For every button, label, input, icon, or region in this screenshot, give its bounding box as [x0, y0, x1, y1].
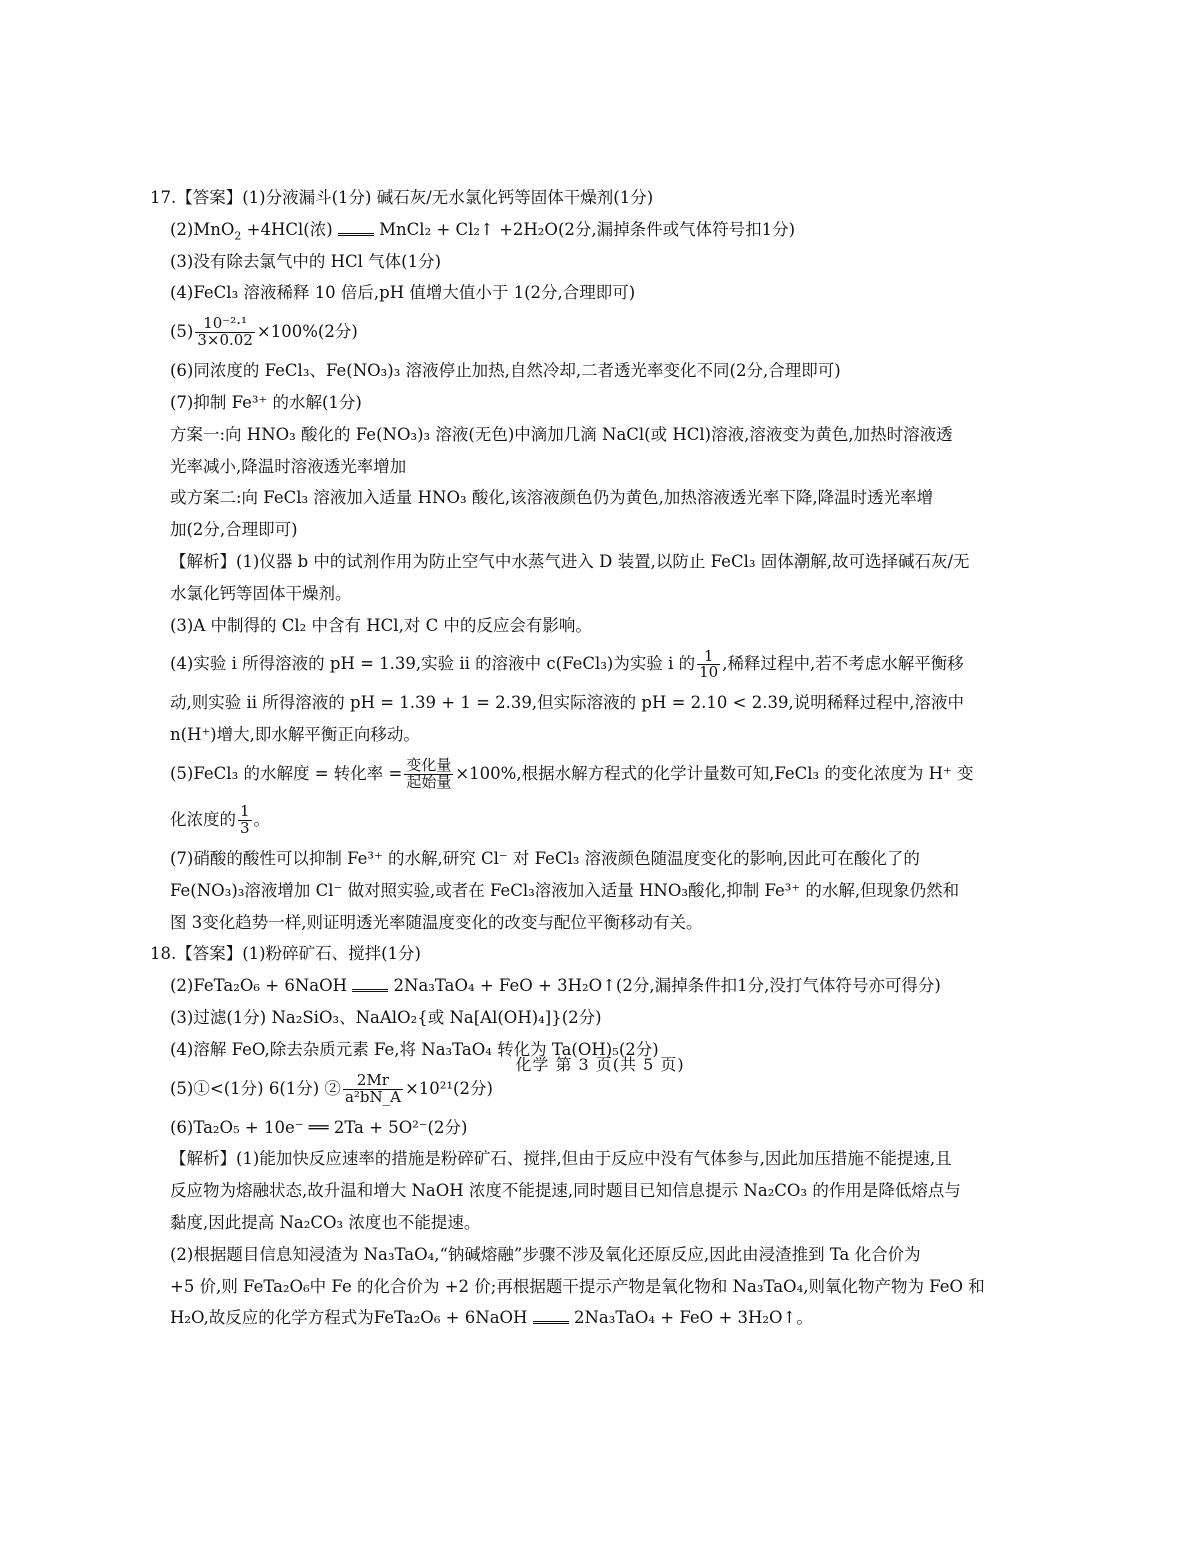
- q17-ex5-post: ×100%,根据水解方程式的化学计量数可知,FeCl₃ 的变化浓度为 H⁺ 变: [455, 763, 974, 783]
- fraction: [343, 1070, 403, 1106]
- q17-answer-6: (6)同浓度的 FeCl₃、Fe(NO₃)₃ 溶液停止加热,自然冷却,二者透光率变化不同(2分,合理即可): [170, 361, 841, 381]
- q17-ex4-post: ,稀释过程中,若不考虑水解平衡移: [722, 654, 964, 674]
- q17-explain4-line2: 动,则实验 ii 所得溶液的 pH = 1.39 + 1 = 2.39,但实际溶液的 pH = 2.10 < 2.39,说明稀释过程中,溶液中: [170, 693, 964, 713]
- q17-explain5-line1: [150, 751, 1050, 797]
- q18-explain1-line3: 黏度,因此提高 Na₂CO₃ 浓度也不能提速。: [170, 1212, 481, 1232]
- fraction-denominator: 10: [699, 663, 719, 682]
- q17-answer-5: [150, 309, 1050, 355]
- q17-answer-4: (4)FeCl₃ 溶液稀释 10 倍后,pH 值增大值小于 1(2分,合理即可): [170, 283, 636, 303]
- q17-ex5-pre: (5)FeCl₃ 的水解度 = 转化率 =: [170, 763, 403, 783]
- q17-a2-post: MnCl₂ + Cl₂↑ +2H₂O(2分,漏掉条件或气体符号扣1分): [379, 219, 796, 239]
- q17-answer-3: (3)没有除去氯气中的 HCl 气体(1分): [170, 251, 442, 271]
- condition-arrow: [533, 1302, 569, 1334]
- fraction-numerator: 10⁻²·¹: [195, 316, 255, 333]
- q18-explain1-line1: 【解析】(1)能加快反应速率的措施是粉碎矿石、搅拌,但由于反应中没有气体参与,因此加压措施不能提速,且: [170, 1149, 952, 1169]
- q17-explain7-line2: Fe(NO₃)₃溶液增加 Cl⁻ 做对照实验,或者在 FeCl₃溶液加入适量 HNO₃酸化,抑制 Fe³⁺ 的水解,但现象仍然和: [170, 880, 960, 900]
- q18-answer-3: (3)过滤(1分) Na₂SiO₃、NaAlO₂{或 Na[Al(OH)₄]}(2分): [170, 1007, 602, 1027]
- fraction-denominator: 3×0.02: [197, 331, 253, 350]
- q18-ex2-l3-pre: H₂O,故反应的化学方程式为FeTa₂O₆ + 6NaOH: [170, 1308, 528, 1328]
- fraction: [404, 758, 453, 791]
- condition-arrow: [352, 970, 388, 1002]
- q17-answer-head: 17.【答案】(1)分液漏斗(1分) 碱石灰/无水氯化钙等固体干燥剂(1分): [150, 188, 654, 207]
- q17-a5-pre: (5): [170, 322, 194, 342]
- q17-explain4-line3: n(H⁺)增大,即水解平衡正向移动。: [170, 725, 420, 745]
- fraction: [238, 804, 252, 837]
- q18-a5-post: ×10²¹(2分): [404, 1078, 493, 1098]
- fraction: [195, 316, 255, 349]
- q17-ex5-l2-post: 。: [253, 809, 271, 829]
- q17-plan1-line2: 光率减小,降温时溶液透光率增加: [170, 456, 407, 476]
- q18-answer-2: [150, 970, 1050, 1002]
- q17-ex5-l2-pre: 化浓度的: [170, 809, 236, 829]
- q17-a2-pre: (2)MnO: [170, 219, 235, 239]
- q18-answer-6: (6)Ta₂O₅ + 10e⁻ ══ 2Ta + 5O²⁻(2分): [170, 1117, 468, 1137]
- condition-arrow: [338, 214, 374, 246]
- answer-content: [150, 182, 1050, 1334]
- q17-plan1-line1: 方案一:向 HNO₃ 酸化的 Fe(NO₃)₃ 溶液(无色)中滴加几滴 NaCl(或 HCl)溶液,溶液变为黄色,加热时溶液透: [170, 424, 953, 444]
- q18-explain2-line3: [150, 1302, 1050, 1334]
- q18-explain2-line2: +5 价,则 FeTa₂O₆中 Fe 的化合价为 +2 价;再根据题干提示产物是氧化物和 Na₃TaO₄,则氧化物产物为 FeO 和: [170, 1276, 985, 1296]
- q18-a5-pre: (5)①<(1分) 6(1分) ②: [170, 1078, 341, 1098]
- fraction-numerator: 变化量: [406, 756, 452, 775]
- q17-a5-post: ×100%(2分): [256, 322, 358, 342]
- q18-a2-pre: (2)FeTa₂O₆ + 6NaOH: [170, 976, 348, 996]
- q18-a2-post: 2Na₃TaO₄ + FeO + 3H₂O↑(2分,漏掉条件扣1分,没打气体符号亦可得分): [393, 976, 941, 996]
- q17-ex4-pre: (4)实验 i 所得溶液的 pH = 1.39,实验 ii 的溶液中 c(FeCl₃)为实验 i 的: [170, 654, 696, 674]
- q17-a2-mid: +4HCl(浓): [241, 219, 333, 239]
- fraction-denominator: 起始量: [406, 772, 452, 791]
- q17-plan2-line1: 或方案二:向 FeCl₃ 溶液加入适量 HNO₃ 酸化,该溶液颜色仍为黄色,加热溶液透光率下降,降温时透光率增: [170, 488, 934, 508]
- q17-answer-7: (7)抑制 Fe³⁺ 的水解(1分): [170, 392, 362, 412]
- q17-explain4-line1: [150, 641, 1050, 687]
- page-footer: 化学 第 3 页(共 5 页): [515, 1055, 685, 1074]
- q17-explain7-line3: 图 3变化趋势一样,则证明透光率随温度变化的改变与配位平衡移动有关。: [170, 912, 703, 932]
- fraction-denominator: 3: [240, 818, 250, 837]
- q17-explain1-line2: 水氯化钙等固体干燥剂。: [170, 583, 352, 603]
- q18-explain2-line1: (2)根据题目信息知浸渣为 Na₃TaO₄,“钠碱熔融”步骤不涉及氧化还原反应,因此由浸渣推到 Ta 化合价为: [170, 1244, 921, 1264]
- fraction-numerator: 2Mr: [343, 1073, 403, 1090]
- q17-explain3: (3)A 中制得的 Cl₂ 中含有 HCl,对 C 中的反应会有影响。: [170, 615, 592, 635]
- fraction-denominator: a²bN_A: [344, 1087, 401, 1106]
- q17-explain1-line1: 【解析】(1)仪器 b 中的试剂作用为防止空气中水蒸气进入 D 装置,以防止 FeCl₃ 固体潮解,故可选择碱石灰/无: [170, 551, 970, 571]
- fraction-numerator: 1: [697, 649, 720, 666]
- q17-explain5-line2: [150, 797, 1050, 843]
- fraction-numerator: 1: [240, 802, 250, 821]
- q18-answer-head: 18.【答案】(1)粉碎矿石、搅拌(1分): [150, 944, 421, 964]
- q18-ex2-l3-post: 2Na₃TaO₄ + FeO + 3H₂O↑。: [573, 1308, 813, 1328]
- fraction: [697, 646, 720, 682]
- q17-explain7-line1: (7)硝酸的酸性可以抑制 Fe³⁺ 的水解,研究 Cl⁻ 对 FeCl₃ 溶液颜色随温度变化的影响,因此可在酸化了的: [170, 848, 920, 868]
- q17-answer-2: (2)MnO$_2$ +4HCl(浓) MnCl₂ + Cl₂↑ +2H₂O(2分,漏掉条件或气体符号扣1分): [150, 214, 1050, 246]
- q18-answer-4: (4)溶解 FeO,除去杂质元素 Fe,将 Na₃TaO₄ 转化为 Ta(OH)₅(2分): [170, 1039, 659, 1059]
- q17-plan2-line2: 加(2分,合理即可): [170, 520, 298, 540]
- q18-explain1-line2: 反应物为熔融状态,故升温和增大 NaOH 浓度不能提速,同时题目已知信息提示 Na₂CO₃ 的作用是降低熔点与: [170, 1181, 961, 1201]
